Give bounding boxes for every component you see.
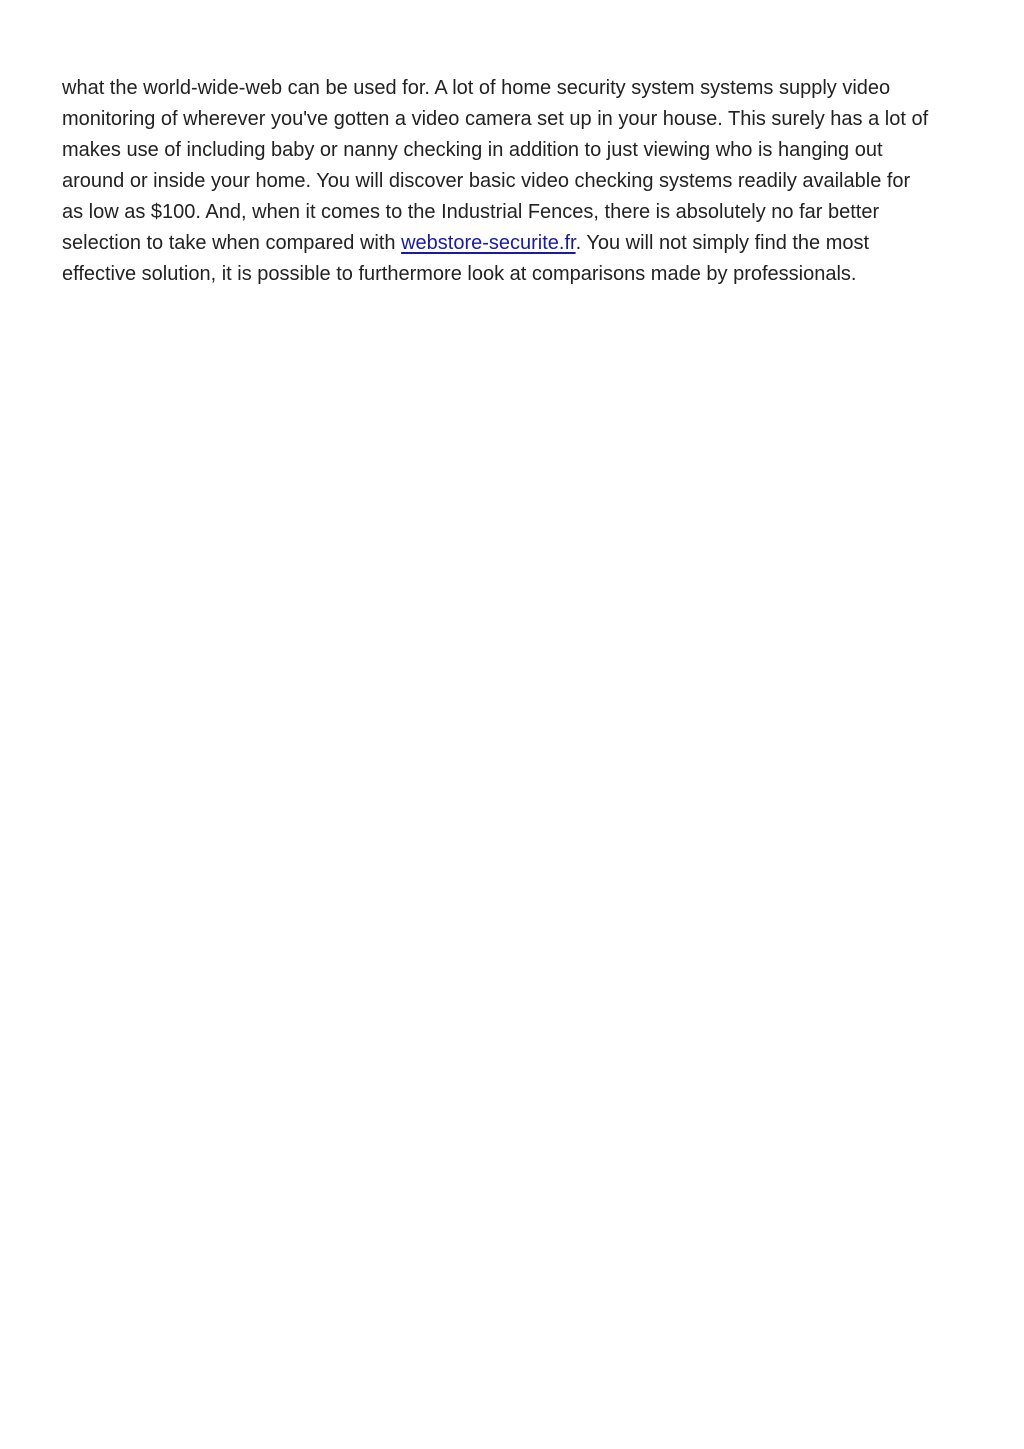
paragraph-line-7: effective solution, it is possible to furthermore look at comparisons made by professionals. — [62, 263, 857, 285]
paragraph-line-6 — [62, 228, 972, 259]
paragraph-line-2: monitoring of wherever you've gotten a video camera set up in your house. This surely has a lot of — [62, 108, 929, 130]
line-6-text-after-link: . You will not simply find the most — [575, 232, 870, 254]
paragraph-line-5: as low as $100. And, when it comes to the Industrial Fences, there is absolutely no far better — [62, 201, 880, 223]
webstore-securite-link[interactable]: webstore-securite.fr — [401, 232, 576, 254]
paragraph-line-1: what the world-wide-web can be used for. A lot of home security system systems supply video — [62, 77, 891, 99]
paragraph-line-3: makes use of including baby or nanny checking in addition to just viewing who is hanging out — [62, 139, 883, 161]
paragraph-line-4: around or inside your home. You will discover basic video checking systems readily available for — [62, 170, 911, 192]
line-6-text-before-link: selection to take when compared with — [62, 232, 402, 254]
body-paragraph — [62, 73, 972, 290]
